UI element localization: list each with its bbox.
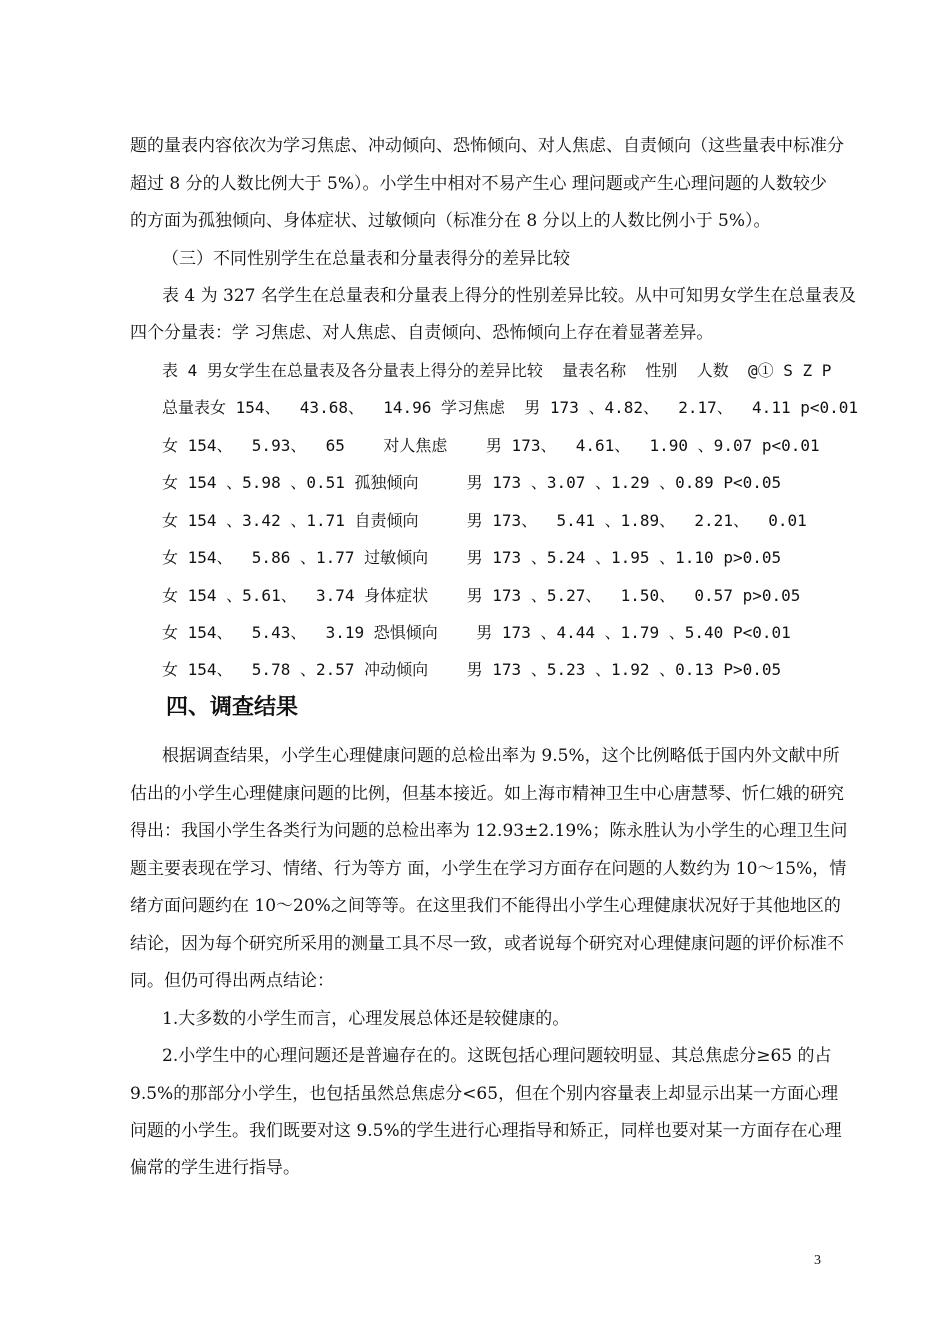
paragraph-line: 绪方面问题约在 10～20%之间等等。在这里我们不能得出小学生心理健康状况好于其他地区的 (130, 896, 841, 916)
table-row: 女 154、 5.78 、2.57 冲动倾向 男 173 、5.23 、1.92 、0.13 P>0.05 (162, 660, 782, 679)
paragraph-line: 得出：我国小学生各类行为问题的总检出率为 12.93±2.19%；陈永胜认为小学生的心理卫生问 (130, 821, 848, 841)
paragraph-line: 题的量表内容依次为学习焦虑、冲动倾向、恐怖倾向、对人焦虑、自责倾向（这些量表中标准分 (130, 136, 844, 156)
paragraph-line: 2.小学生中的心理问题还是普遍存在的。这既包括心理问题较明显、其总焦虑分≥65 的占 (162, 1046, 832, 1066)
table-row: 女 154 、5.61、 3.74 身体症状 男 173 、5.27、 1.50、 0.57 p>0.05 (162, 586, 801, 605)
paragraph-line: 偏常的学生进行指导。 (130, 1158, 300, 1178)
section-heading: 四、调查结果 (166, 695, 299, 720)
subheading: （三）不同性别学生在总量表和分量表得分的差异比较 (162, 249, 570, 269)
table-row: 女 154、 5.86 、1.77 过敏倾向 男 173 、5.24 、1.95 、1.10 p>0.05 (162, 548, 782, 567)
table-row: 女 154 、3.42 、1.71 自责倾向 男 173、 5.41 、1.89、 2.21、 0.01 (162, 511, 807, 530)
paragraph-line: 9.5%的那部分小学生，也包括虽然总焦虑分<65，但在个别内容量表上却显示出某一方面心理 (130, 1084, 839, 1104)
paragraph-line: 问题的小学生。我们既要对这 9.5%的学生进行心理指导和矫正，同样也要对某一方面存在心理 (130, 1121, 842, 1141)
table-row: 女 154、 5.93、 65 对人焦虑 男 173、 4.61、 1.90 、9.07 p<0.01 (162, 436, 820, 455)
paragraph-line: 根据调查结果，小学生心理健康问题的总检出率为 9.5%，这个比例略低于国内外文献中所 (162, 746, 840, 766)
paragraph-line: 估出的小学生心理健康问题的比例，但基本接近。如上海市精神卫生中心唐慧琴、忻仁娥的研究 (130, 784, 844, 804)
paragraph-line: 同。但仍可得出两点结论： (130, 971, 334, 991)
conclusion-item: 1.大多数的小学生而言，心理发展总体还是较健康的。 (162, 1009, 570, 1029)
paragraph-line: 结论，因为每个研究所采用的测量工具不尽一致，或者说每个研究对心理健康问题的评价标准不 (130, 934, 844, 954)
table-caption: 表 4 男女学生在总量表及各分量表上得分的差异比较 量表名称 性别 人数 @① S Z P (162, 361, 832, 380)
paragraph-line: 四个分量表：学 习焦虑、对人焦虑、自责倾向、恐怖倾向上存在着显著差异。 (130, 323, 714, 343)
table-row: 女 154、 5.43、 3.19 恐惧倾向 男 173 、4.44 、1.79 、5.40 P<0.01 (162, 623, 791, 642)
page-number: 3 (814, 1253, 821, 1268)
paragraph-line: 题主要表现在学习、情绪、行为等方 面，小学生在学习方面存在问题的人数约为 10～15%，情 (130, 859, 847, 879)
paragraph-line: 表 4 为 327 名学生在总量表和分量表上得分的性别差异比较。从中可知男女学生在总量表及 (162, 286, 856, 306)
paragraph-line: 的方面为孤独倾向、身体症状、过敏倾向（标准分在 8 分以上的人数比例小于 5%）。 (130, 211, 771, 231)
table-row: 女 154 、5.98 、0.51 孤独倾向 男 173 、3.07 、1.29 、0.89 P<0.05 (162, 473, 782, 492)
paragraph-line: 超过 8 分的人数比例大于 5%）。小学生中相对不易产生心 理问题或产生心理问题的人数较少 (130, 174, 827, 194)
table-row: 总量表女 154、 43.68、 14.96 学习焦虑 男 173 、4.82、 2.17、 4.11 p<0.01 (162, 398, 859, 417)
